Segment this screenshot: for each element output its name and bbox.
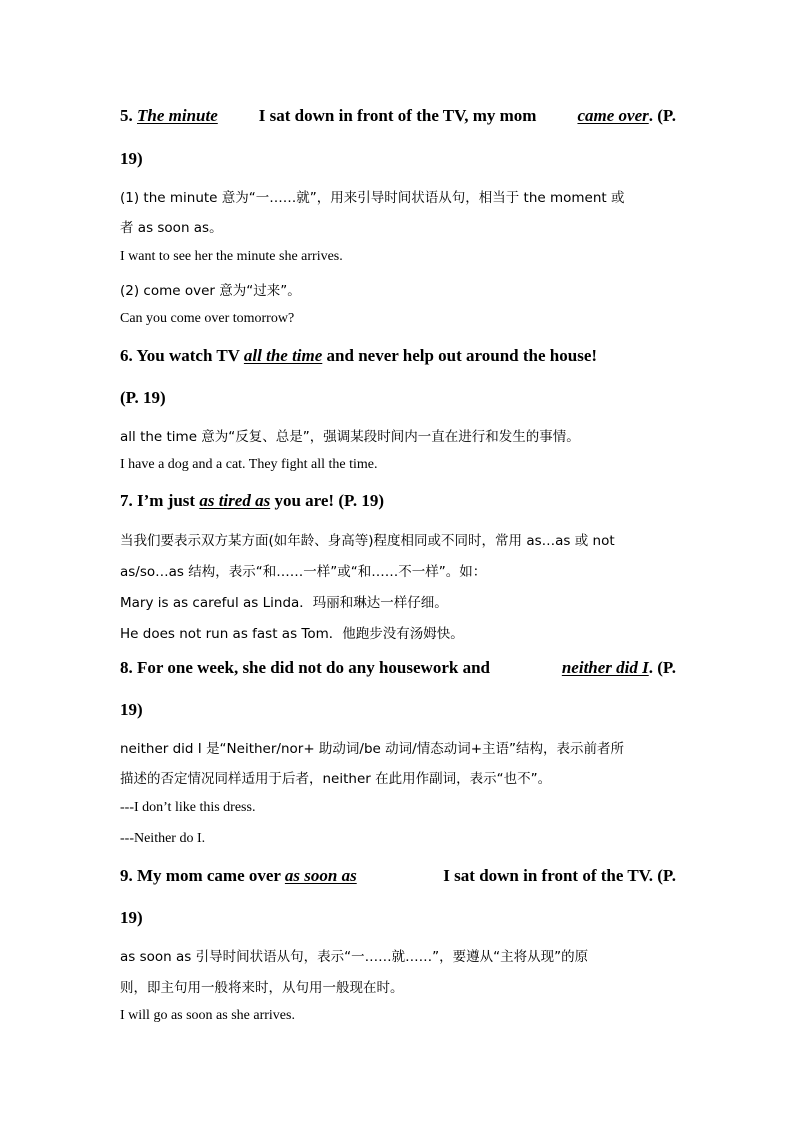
section-8-heading: [120, 658, 676, 678]
key-phrase: neither did I: [561, 658, 649, 677]
heading-part: I sat down in front of the TV, my mom: [258, 106, 537, 125]
section-7-heading: 7. I’m just as tired as you are! (P. 19): [120, 491, 384, 510]
section-8-example: ---Neither do I.: [120, 831, 206, 846]
section-8-example: ---I don’t like this dress.: [120, 800, 256, 815]
heading-part: 8. For one week, she did not do any housework and: [120, 658, 490, 677]
heading-part: 9. My mom came over as soon as: [120, 866, 357, 885]
section-8-note: neither did I 是“Neither/nor+ 助动词/be 动词/情态动词+主语”结构，表示前者所: [120, 741, 625, 757]
section-9-heading: [120, 866, 676, 886]
section-5-heading: [120, 106, 676, 126]
section-9-note: 则，即主句用一般将来时，从句用一般现在时。: [120, 980, 404, 996]
heading-part: neither did I. (P.: [561, 658, 676, 677]
section-6-heading: 6. You watch TV all the time and never help out around the house!: [120, 346, 598, 365]
section-7-example: He does not run as fast as Tom．他跑步没有汤姆快。: [120, 626, 464, 642]
section-5-example: Can you come over tomorrow?: [120, 311, 295, 326]
section-7-note: 当我们要表示双方某方面(如年龄、身高等)程度相同或不同时，常用 as…as 或 not: [120, 533, 615, 549]
section-6-note: all the time 意为“反复、总是”，强调某段时间内一直在进行和发生的事情。: [120, 429, 580, 445]
key-phrase: as soon as: [284, 866, 357, 885]
section-8-heading-wrap: 19): [120, 700, 143, 719]
section-6-example: I have a dog and a cat. They fight all the time.: [120, 457, 378, 472]
heading-part: I sat down in front of the TV. (P.: [443, 866, 676, 885]
section-5-note: (2) come over 意为“过来”。: [120, 283, 301, 299]
heading-part: 5. The minute: [120, 106, 218, 125]
section-8-note: 描述的否定情况同样适用于后者，neither 在此用作副词，表示“也不”。: [120, 771, 552, 787]
section-9-note: as soon as 引导时间状语从句，表示“一……就……”，要遵从“主将从现”的原: [120, 949, 589, 965]
section-7-example: Mary is as careful as Linda．玛丽和琳达一样仔细。: [120, 595, 448, 611]
section-5-heading-wrap: 19): [120, 149, 143, 168]
section-5-example: I want to see her the minute she arrives.: [120, 249, 343, 264]
key-phrase: came over: [577, 106, 649, 125]
section-9-heading-wrap: 19): [120, 908, 143, 927]
section-6-heading-wrap: (P. 19): [120, 388, 166, 407]
key-phrase: as tired as: [199, 491, 271, 510]
section-7-note: as/so…as 结构，表示“和……一样”或“和……不一样”。如：: [120, 564, 487, 580]
heading-part: came over. (P.: [577, 106, 676, 125]
key-phrase: all the time: [243, 346, 323, 365]
section-5-note: (1) the minute 意为“一……就”，用来引导时间状语从句，相当于 the moment 或: [120, 190, 625, 206]
key-phrase: The minute: [137, 106, 218, 125]
section-9-example: I will go as soon as she arrives.: [120, 1008, 295, 1023]
section-5-note: 者 as soon as。: [120, 220, 223, 236]
